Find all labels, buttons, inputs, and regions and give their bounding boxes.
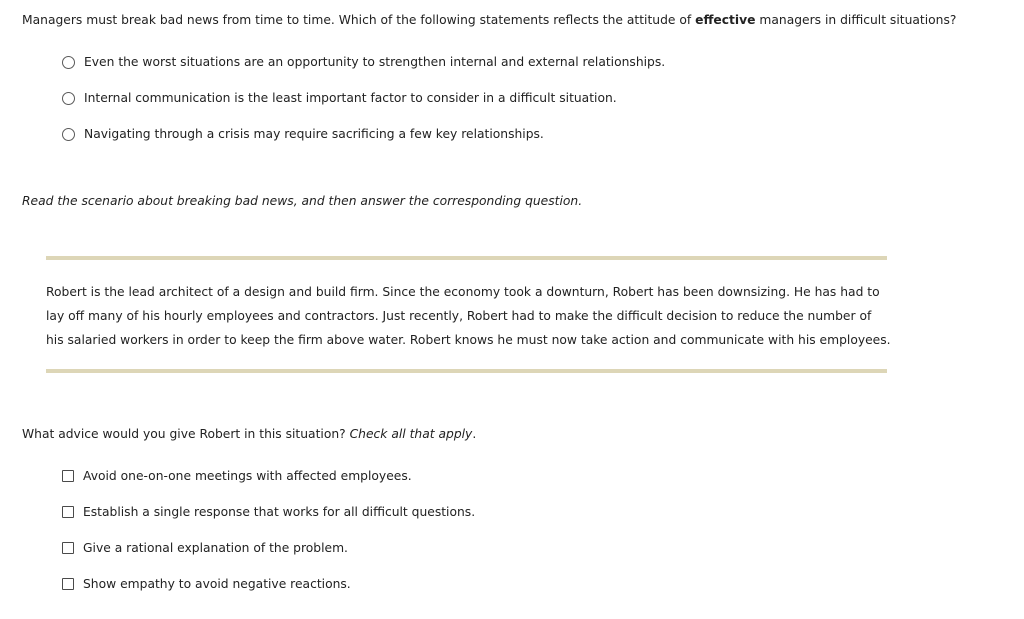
checkbox-option-label: Avoid one-on-one meetings with affected employees.	[83, 469, 412, 483]
scenario-bottom-rule	[46, 369, 887, 373]
checkbox-option-4[interactable]	[62, 577, 351, 591]
scenario-line: lay off many of his hourly employees and contractors. Just recently, Robert had to make the difficult decision to reduce the number of	[46, 309, 872, 323]
question-2-prefix: What advice would you give Robert in this situation?	[22, 427, 350, 441]
question-2-suffix: .	[472, 427, 477, 441]
question-1-suffix: managers in difficult situations?	[755, 13, 957, 27]
radio-button[interactable]	[62, 128, 75, 141]
checkbox-option-1[interactable]	[62, 469, 412, 483]
checkbox[interactable]	[62, 506, 74, 518]
question-2-prompt	[22, 427, 476, 441]
scenario-passage	[46, 280, 891, 352]
checkbox-option-label: Give a rational explanation of the problem.	[83, 541, 348, 555]
scenario-top-rule	[46, 256, 887, 260]
question-1-emphasis: effective	[695, 13, 756, 27]
question-1-prompt	[22, 13, 956, 27]
checkbox[interactable]	[62, 542, 74, 554]
question-2-emphasis: Check all that apply	[349, 427, 473, 441]
radio-button[interactable]	[62, 92, 75, 105]
checkbox[interactable]	[62, 578, 74, 590]
radio-option-1[interactable]	[62, 55, 665, 69]
radio-option-3[interactable]	[62, 127, 544, 141]
scenario-line: Robert is the lead architect of a design and build firm. Since the economy took a downturn, Robert has been downsizing. He has had to	[46, 285, 880, 299]
radio-button[interactable]	[62, 56, 75, 69]
checkbox-option-label: Show empathy to avoid negative reactions.	[83, 577, 351, 591]
radio-option-label: Navigating through a crisis may require sacrificing a few key relationships.	[84, 127, 544, 141]
radio-option-label: Internal communication is the least important factor to consider in a difficult situation.	[84, 91, 617, 105]
checkbox-option-2[interactable]	[62, 505, 475, 519]
radio-option-2[interactable]	[62, 91, 617, 105]
checkbox-option-3[interactable]	[62, 541, 348, 555]
radio-option-label: Even the worst situations are an opportunity to strengthen internal and external relationships.	[84, 55, 666, 69]
checkbox-option-label: Establish a single response that works for all difficult questions.	[83, 505, 476, 519]
question-1-prefix: Managers must break bad news from time to time. Which of the following statements reflects the attitude of	[22, 13, 696, 27]
checkbox[interactable]	[62, 470, 74, 482]
scenario-instructions: Read the scenario about breaking bad news, and then answer the corresponding question.	[22, 194, 583, 208]
scenario-line: his salaried workers in order to keep the firm above water. Robert knows he must now take action and communicate with his employees.	[46, 333, 891, 347]
